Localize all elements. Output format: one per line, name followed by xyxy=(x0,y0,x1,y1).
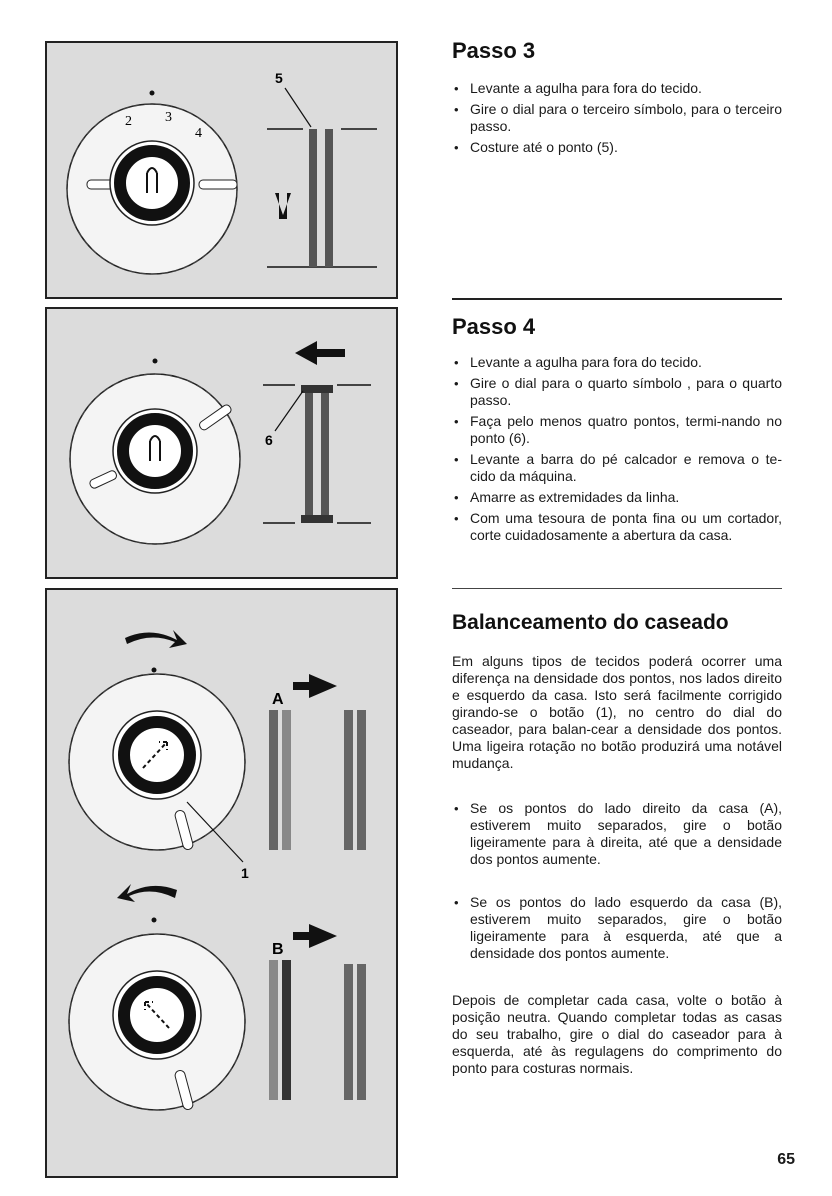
stitch-b-right xyxy=(282,960,291,1100)
page-number: 65 xyxy=(777,1151,795,1168)
buttonhole-left-bar xyxy=(305,385,313,523)
dial-marker-dot xyxy=(152,668,157,673)
step4-illustration xyxy=(47,309,396,577)
figure-step4 xyxy=(45,307,398,579)
label-a: A xyxy=(272,691,284,708)
callout-label-1: 1 xyxy=(241,865,249,881)
callout-line-6 xyxy=(275,391,303,431)
arrow-right-icon xyxy=(293,674,337,698)
list-item: • Se os pontos do lado direito da casa (A), estiverem muito separados, gire o botão ligeiramente para à direita, até que a densidade dos pontos aumente. xyxy=(452,800,782,868)
balance-intro: Em alguns tipos de tecidos poderá ocorrer uma diferença na densidade dos pontos, nos lados direito e esquerdo da casa. Isto será facilmente corrigido girando-se o botão (1), no centro do dial do caseador, para balan-cear a densidade dos pontos. Uma ligeira rotação no botão produzirá uma notável mudança. xyxy=(452,653,782,771)
list-item: • Faça pelo menos quatro pontos, termi-nando no ponto (6). xyxy=(452,413,782,447)
stitch-b2-left xyxy=(344,964,353,1100)
step4-title: Passo 4 xyxy=(452,314,536,339)
step3-title: Passo 3 xyxy=(452,38,536,63)
list-item: • Gire o dial para o quarto símbolo , para o quarto passo. xyxy=(452,375,782,409)
buttonhole-left-bar xyxy=(309,129,317,267)
balance-list-b xyxy=(452,894,782,962)
dial-lever-right xyxy=(199,180,237,189)
divider xyxy=(452,298,782,300)
step3-section xyxy=(452,38,782,160)
buttonhole-right-bar xyxy=(321,385,329,523)
figure-step3 xyxy=(45,41,398,299)
dial-marker-dot xyxy=(150,91,155,96)
dial-number-2: 2 xyxy=(125,114,132,129)
list-item: • Gire o dial para o terceiro símbolo, para o terceiro passo. xyxy=(452,101,782,135)
callout-line-5 xyxy=(285,88,311,127)
balance-closing: Depois de completar cada casa, volte o botão à posição neutra. Quando completar todas as casas do seu trabalho, gire o dial do caseador para à esquerda, até às regulagens do comprimento do ponto para costuras normais. xyxy=(452,992,782,1076)
arrow-up-icon xyxy=(275,193,291,219)
rotate-left-arrow-icon xyxy=(117,884,177,902)
dial-number-3: 3 xyxy=(165,110,172,125)
balance-list-a xyxy=(452,800,782,868)
stitch-b2-right xyxy=(357,964,366,1100)
list-item: • Se os pontos do lado esquerdo da casa (B), estiverem muito separados, gire o botão ligeiramente para à esquerda, até que a densidade dos pontos aumente. xyxy=(452,894,782,962)
stitch-a2-left xyxy=(344,710,353,850)
dial-number-4: 4 xyxy=(195,126,202,141)
dial-marker-dot-bottom xyxy=(152,918,157,923)
stitch-a-left xyxy=(269,710,278,850)
stitch-b-left-sparse xyxy=(269,960,278,1100)
step4-list xyxy=(452,354,782,544)
balance-title: Balanceamento do caseado xyxy=(452,611,729,634)
buttonhole-bottom-bartack xyxy=(301,515,333,523)
list-item: • Levante a agulha para fora do tecido. xyxy=(452,80,782,97)
stitch-a2-right xyxy=(357,710,366,850)
dial-marker-dot xyxy=(153,359,158,364)
list-item: • Costure até o ponto (5). xyxy=(452,139,782,156)
list-item: • Amarre as extremidades da linha. xyxy=(452,489,782,506)
list-item: • Com uma tesoura de ponta fina ou um cortador, corte cuidadosamente a abertura da casa. xyxy=(452,510,782,544)
arrow-right-icon-2 xyxy=(293,924,337,948)
buttonhole-right-bar xyxy=(325,129,333,267)
rotate-right-arrow-icon xyxy=(125,630,187,648)
list-item: • Levante a agulha para fora do tecido. xyxy=(452,354,782,371)
label-b: B xyxy=(272,941,284,958)
balance-section xyxy=(452,611,782,1077)
step4-section xyxy=(452,314,782,548)
step3-list xyxy=(452,80,782,156)
balance-illustration xyxy=(47,590,396,1176)
buttonhole-top-bartack xyxy=(301,385,333,393)
callout-label-5: 5 xyxy=(275,70,283,86)
figure-balance xyxy=(45,588,398,1178)
step3-illustration xyxy=(47,43,396,297)
callout-label-6: 6 xyxy=(265,432,273,448)
divider xyxy=(452,588,782,589)
stitch-a-right-sparse xyxy=(282,710,291,850)
arrow-left-icon xyxy=(295,341,345,365)
list-item: • Levante a barra do pé calcador e remova o te-cido da máquina. xyxy=(452,451,782,485)
